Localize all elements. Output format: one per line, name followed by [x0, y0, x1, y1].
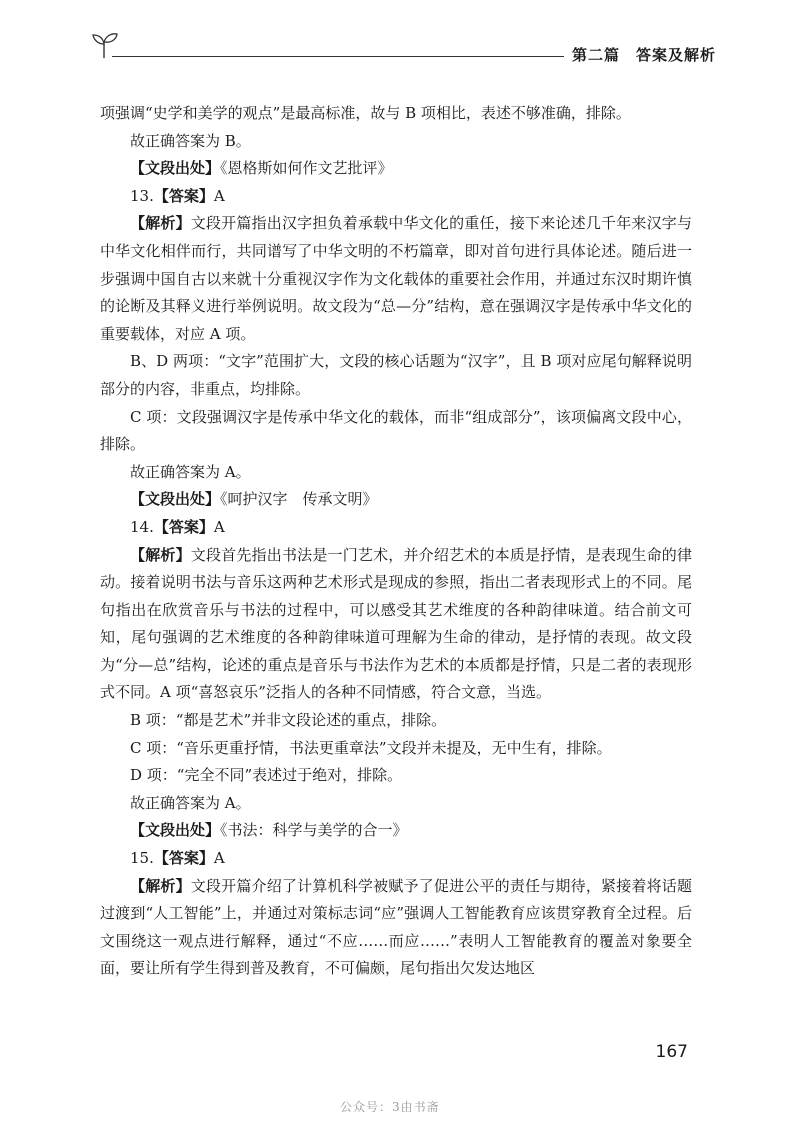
question-number: 13. [130, 186, 154, 205]
section-label: 【解析】 [130, 214, 191, 233]
paragraph [100, 128, 692, 156]
paragraph-text: B 项：“都是艺术”并非文段论述的重点，排除。 [130, 711, 447, 730]
section-label: 【解析】 [130, 545, 191, 564]
paragraph [100, 707, 692, 735]
running-header [90, 30, 717, 70]
paragraph [100, 183, 692, 211]
paragraph [100, 210, 692, 348]
paragraph [100, 542, 692, 708]
paragraph [100, 459, 692, 487]
paragraph-text: 故正确答案为 A。 [130, 462, 251, 481]
section-label: 【答案】 [153, 517, 214, 536]
paragraph [100, 514, 692, 542]
paragraph-text: 文段首先指出书法是一门艺术，并介绍艺术的本质是抒情，是表现生命的律动。接着说明书法与音乐这两种艺术形式是现成的参照，指出二者表现形式上的不同。尾句指出在欣赏音乐与书法的过程中，可以感受其艺术维度的各种韵律味道。结合前文可知，尾句强调的艺术维度的各种韵律味道可理解为生命的律动，是抒情的表现。故文段为“分—总”结构，论述的重点是音乐与书法作为艺术的本质都是抒情，只是二者的表现形式不同。A 项“喜怒哀乐”泛指人的各种不同情感，符合文意，当选。 [100, 545, 692, 702]
header-title: 第二篇 答案及解析 [572, 46, 717, 64]
watermark: 公众号：3由书斋 [340, 1100, 440, 1114]
paragraph-text: D 项：“完全不同”表述过于绝对，排除。 [130, 766, 403, 785]
paragraph-text: 《恩格斯如何作文艺批评》 [220, 159, 393, 178]
paragraph [100, 762, 692, 790]
paragraph-text: 项强调“史学和美学的观点”是最高标准，故与 B 项相比，表述不够准确，排除。 [100, 104, 631, 122]
paragraph [100, 790, 692, 818]
section-label: 【文段出处】 [130, 490, 221, 509]
section-label: 【文段出处】 [130, 821, 221, 840]
paragraph-text: A [213, 517, 225, 536]
paragraph [100, 100, 692, 128]
paragraph-text: 故正确答案为 A。 [130, 793, 251, 812]
section-label: 【解析】 [130, 876, 191, 895]
paragraph-text: 文段开篇介绍了计算机科学被赋予了促进公平的责任与期待，紧接着将话题过渡到“人工智能”上，并通过对策标志词“应”强调人工智能教育应该贯穿教育全过程。后文围绕这一观点进行解释，通过“不应……而应……”表明人工智能教育的覆盖对象要全面，要让所有学生得到普及教育，不可偏颇，尾句指出欠发达地区 [100, 876, 692, 978]
paragraph [100, 817, 692, 845]
body-text [100, 100, 692, 983]
question-number: 14. [130, 517, 154, 536]
section-label: 【答案】 [153, 186, 214, 205]
paragraph-text: C 项：“音乐更重抒情，书法更重章法”文段并未提及，无中生有，排除。 [130, 738, 612, 757]
paragraph [100, 873, 692, 983]
paragraph-text: A [213, 186, 225, 205]
paragraph [100, 735, 692, 763]
paragraph [100, 348, 692, 403]
paragraph [100, 404, 692, 459]
header-rule [112, 56, 564, 57]
paragraph-text: 文段开篇指出汉字担负着承载中华文化的重任，接下来论述几千年来汉字与中华文化相伴而行，共同谱写了中华文明的不朽篇章，即对首句进行具体论述。随后进一步强调中国自古以来就十分重视汉字作为文化载体的重要社会作用，并通过东汉时期许慎的论断及其释义进行举例说明。故文段为“总—分”结构，意在强调汉字是传承中华文化的重要载体，对应 A 项。 [100, 214, 692, 343]
section-label: 【文段出处】 [130, 159, 221, 178]
question-number: 15. [130, 849, 154, 868]
paragraph-text: A [213, 849, 225, 868]
paragraph [100, 486, 692, 514]
paragraph-text: C 项：文段强调汉字是传承中华文化的载体，而非“组成部分”，该项偏离文段中心，排除。 [100, 407, 692, 454]
paragraph [100, 845, 692, 873]
paragraph-text: B、D 两项：“文字”范围扩大，文段的核心话题为“汉字”，且 B 项对应尾句解释说明部分的内容，非重点，均排除。 [100, 352, 692, 398]
paragraph [100, 155, 692, 183]
section-label: 【答案】 [153, 849, 214, 868]
paragraph-text: 故正确答案为 B。 [130, 131, 251, 150]
paragraph-text: 《呵护汉字 传承文明》 [220, 490, 378, 509]
paragraph-text: 《书法：科学与美学的合一》 [220, 821, 408, 840]
page-number: 167 [655, 1042, 688, 1062]
